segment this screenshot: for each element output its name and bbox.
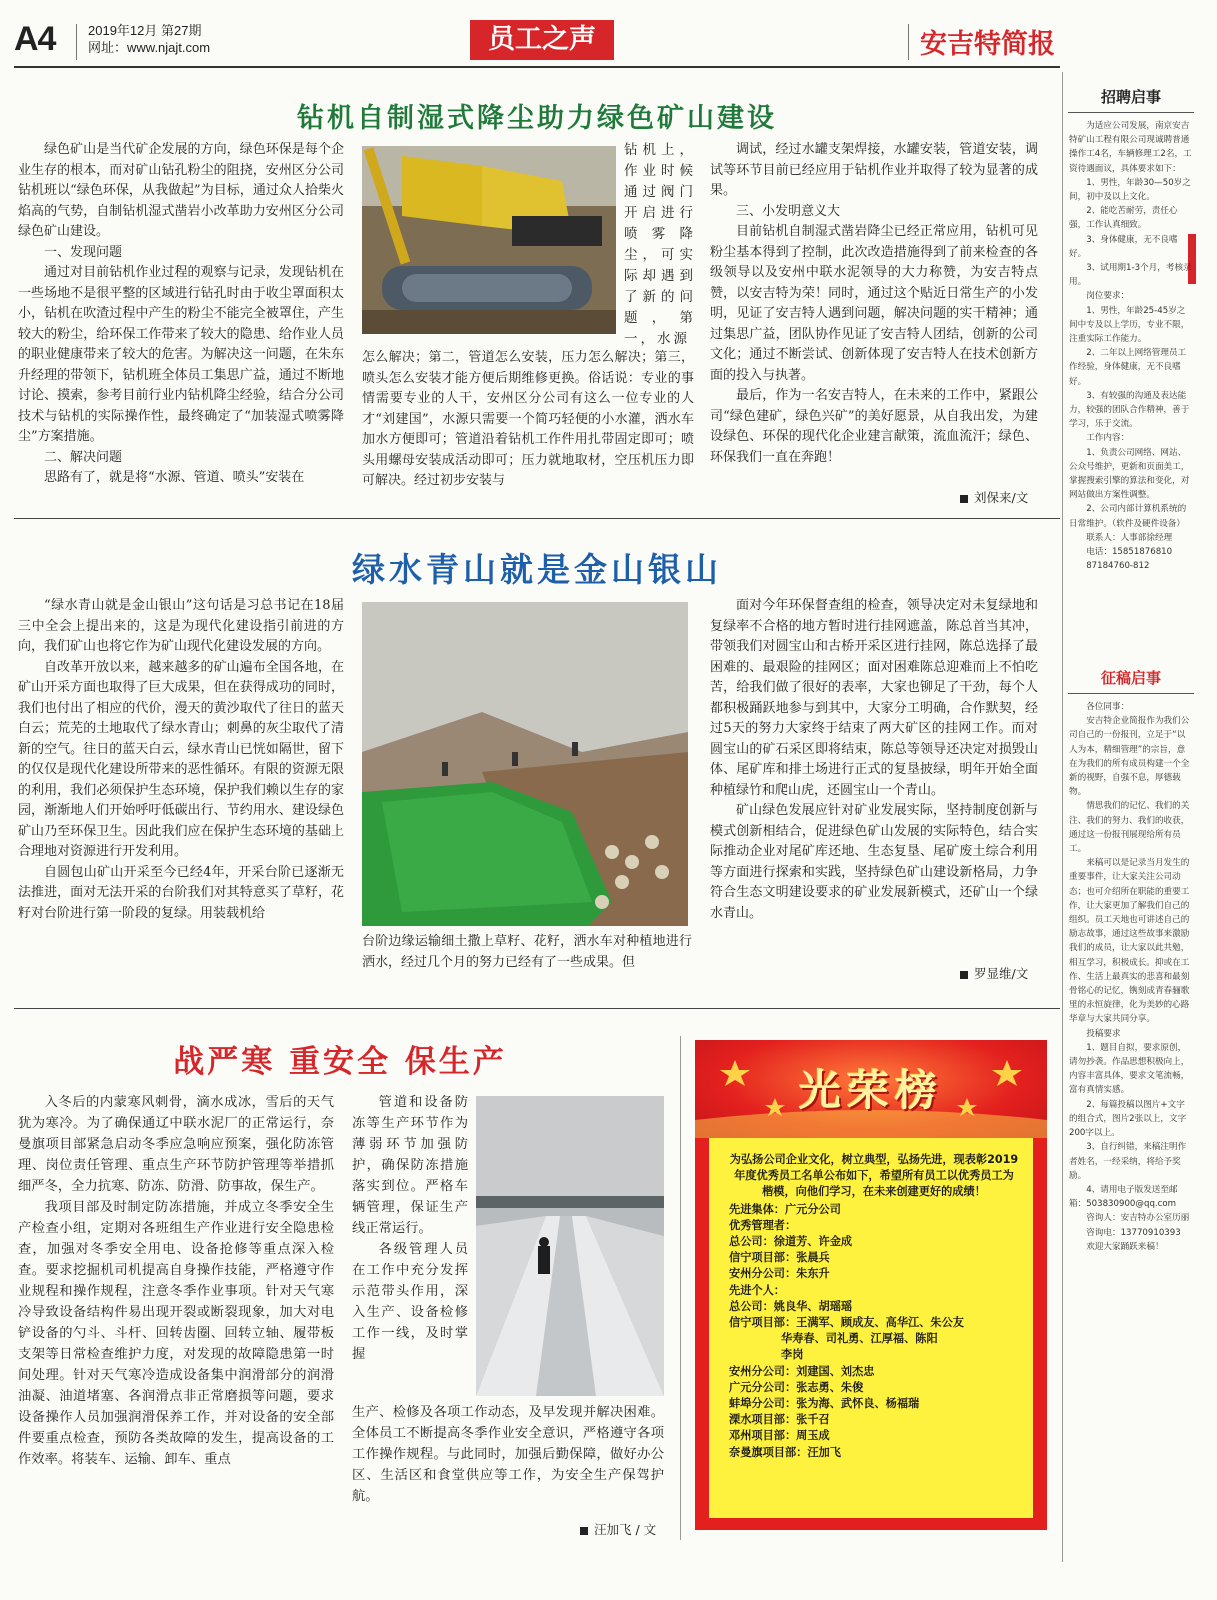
issue-date: 2019年12月 第27期 bbox=[88, 23, 202, 38]
honor-line: 李岗 bbox=[781, 1348, 804, 1362]
paragraph: 2、公司内部计算机系统的日常维护。（软件及硬件设备） bbox=[1069, 504, 1187, 529]
honor-line: 信宁项目部：张晨兵 bbox=[729, 1251, 830, 1265]
paragraph: 二、解决问题 bbox=[44, 449, 123, 465]
recruit-title: 招聘启事 bbox=[1100, 88, 1161, 106]
drill-rig-photo bbox=[362, 146, 616, 334]
byline-square-icon bbox=[960, 971, 968, 979]
section-tab: 员工之声 bbox=[470, 20, 614, 60]
issue-info bbox=[88, 22, 210, 56]
article3-col2-bottom: 生产、检修及各项工作动态，及早发现并解决困难。全体员工不断提高冬季作业安全意识，严格遵守各项工作操作规程。与此同时，加强后勤保障，做好办公区、生活区和食堂供应等工作，为安全生产保驾护航。 bbox=[352, 1405, 664, 1504]
honor-line: 邓州项目部：周玉成 bbox=[729, 1429, 830, 1443]
honor-line: 优秀管理者： bbox=[729, 1218, 797, 1232]
header-divider bbox=[76, 24, 77, 60]
honor-line: 安州分公司：刘建国、刘杰忠 bbox=[729, 1364, 875, 1378]
section-rule-1 bbox=[14, 518, 1060, 519]
paragraph: 各位同事： bbox=[1086, 702, 1130, 712]
honor-title: 光荣榜 bbox=[798, 1066, 943, 1115]
section-rule-2 bbox=[14, 1008, 1060, 1009]
honor-line: 广元分公司：张志勇、朱俊 bbox=[729, 1380, 864, 1394]
paragraph: 安吉特企业简报作为我们公司自己的一份报刊，立足于“以人为本，精细管理”的宗旨，意在为我们的所有成员构建一个全新的视野，自强不息，厚德载物。 bbox=[1069, 716, 1190, 798]
honor-line: 信宁项目部：王满军、顾成友、高华江、朱公友 bbox=[729, 1316, 964, 1330]
article2-col1 bbox=[18, 596, 344, 976]
paragraph: 3、自行纠错，来稿注明作者姓名，一经采纳，将给予奖励。 bbox=[1069, 1142, 1187, 1181]
paragraph: 3、有较强的沟通及表达能力，较强的团队合作精神，善于学习，乐于交流。 bbox=[1069, 390, 1190, 430]
paragraph: 欢迎大家踊跃来稿！ bbox=[1086, 1241, 1164, 1252]
mine-netting-photo bbox=[362, 602, 688, 926]
article1-col3 bbox=[710, 140, 1038, 480]
honor-roll bbox=[695, 1040, 1047, 1530]
paper-name: 安吉特简报 bbox=[920, 29, 1055, 60]
article3-divider bbox=[680, 1036, 681, 1540]
paragraph: 目前钻机自制湿式凿岩降尘已经正常应用，钻机可见粉尘基本得到了控制，此次改造措施得到了前来检查的各级领导以及安州中联水泥领导的大力称赞，为安吉特点赞，以安吉特为荣！同时，通过这个贴近日常生产的小发明，见证了安吉特人遇到问题，解决问题的实干精神；通过集思广益，团队协作见证了安吉特人团结，创新的公司文化；通过不断尝试、创新体现了安吉特人在技术创新方面的投入与执著。 bbox=[710, 224, 1038, 383]
paragraph: “绿水青山就是金山银山”这句话是习总书记在18届三中全会上提出来的，这是为现代化建设指引前进的方向，我们矿山也将它作为矿山现代化建设发展的方向。 bbox=[18, 598, 344, 654]
paragraph: 咨询人：安吉特办公室历丽 bbox=[1086, 1213, 1190, 1224]
honor-intro: 为弘扬公司企业文化，树立典型，弘扬先进，现表彰2019年度优秀员工名单公布如下，希望所有员工以优秀员工为楷模，向他们学习，在未来创建更好的成绩！ bbox=[729, 1153, 1019, 1199]
honor-line: 先进集体：广元分公司 bbox=[729, 1202, 841, 1216]
article2-title: 绿水青山就是金山银山 bbox=[352, 550, 722, 589]
recruit-body bbox=[1066, 119, 1196, 619]
byline-square-icon bbox=[580, 1527, 588, 1535]
paragraph: 绿色矿山是当代矿企发展的方向，绿色环保是每个企业生存的根本，而对矿山钻孔粉尘的阻挠，安州区分公司钻机班以“绿色环保，从我做起”为目标，通过众人拾柴火焰高的气势，自制钻机湿式凿岩小改革助力安州区分公司绿色矿山建设。 bbox=[18, 142, 344, 239]
paragraph: 4、请用电子版发送至邮箱：503830900@qq.com bbox=[1069, 1184, 1178, 1210]
paragraph: 为适应公司发展，南京安吉特矿山工程有限公司现诚聘普通操作工4名，车辆修理工2名，工资待遇面议，具体要求如下： bbox=[1069, 121, 1192, 174]
paragraph: 87184760-812 bbox=[1086, 561, 1150, 572]
paragraph: 最后，作为一名安吉特人，在未来的工作中，紧跟公司“绿色建矿，绿色兴矿”的美好愿景，从自我出发，为建设绿色、环保的现代化企业建言献策，流血流汗；绿色、环保我们一直在奔跑！ bbox=[710, 388, 1038, 465]
paragraph: 2、二年以上网络管理员工作经验，身体健康，无不良嗜好。 bbox=[1069, 348, 1187, 387]
honor-list bbox=[729, 1152, 1019, 1461]
paragraph: 1、男性，年龄25-45岁之间中专及以上学历，专业不限，注重实际工作能力。 bbox=[1069, 305, 1190, 345]
paragraph: 自改革开放以来，越来越多的矿山遍布全国各地，在矿山开采方面也取得了巨大成果，但在获得成功的同时，我们也付出了相应的代价，漫天的黄沙取代了往日的蓝天白云；荒芜的土地取代了绿水青山；刺鼻的灰尘取代了清新的空气。往日的蓝天白云，绿水青山已恍如隔世，留下的仅仅是现代化建设所带来的恶性循环。有限的资源无限的利用，我们必须保护生态环境，保护我们赖以生存的家园，渐渐地人们开始呼吁低碳出行、节约用水、建设绿色矿山乃至环保卫生。因此我们应在保护生态环境的基础上合理地对资源进行开发利用。 bbox=[18, 659, 344, 859]
article1-title: 钻机自制湿式降尘助力绿色矿山建设 bbox=[297, 103, 777, 134]
article2-col2-bottom: 台阶边缘运输细土撒上草籽、花籽，洒水车对种植地进行洒水，经过几个月的努力已经有了一些成果。但 bbox=[362, 934, 692, 970]
article1-col2-narrow: 钻机上，作业时候通过阀门开启进行喷雾降尘，可实际却遇到了新的问题，第一，水源 bbox=[624, 142, 696, 347]
paragraph: 我项目部及时制定防冻措施，并成立冬季安全生产检查小组，定期对各班组生产作业进行安全隐患检查，加强对冬季安全用电、设备抢修等重点深入检查。要求挖掘机司机提高自身操作技能，严格遵守作业规程和操作规程，注意冬季作业事项。针对天气寒冷导致设备结构件易出现开裂或断裂现象，加大对电铲设备的勺斗、斗杆、回转齿圈、回转立轴、履带板支架等日常检查维护力度，对发现的故障隐患第一时间处理。针对天气寒冷造成设备集中润滑部分的润滑油凝、油道堵塞、各润滑点非正常磨损等问题，要求设备操作人员加强润滑保养工作，并对设备的安全部件要重点检查，预防各类故障的发生，提高设备的工作效率。将装车、运输、卸车、重点 bbox=[18, 1200, 334, 1467]
paragraph: 1、男性，年龄30—50岁之间，初中及以上文化。 bbox=[1069, 177, 1191, 203]
honor-line: 总公司：徐道芳、许金成 bbox=[729, 1235, 853, 1249]
paragraph: 岗位要求： bbox=[1086, 291, 1130, 302]
snow-road-photo bbox=[476, 1096, 664, 1396]
paragraph: 三、小发明意义大 bbox=[736, 203, 841, 219]
paragraph: 一、发现问题 bbox=[44, 244, 123, 260]
paragraph: 各级管理人员在工作中充分发挥示范带头作用，深入生产、设备检修工作一线，及时掌握 bbox=[352, 1242, 468, 1362]
paragraph: 管道和设备防冻等生产环节作为薄弱环节加强防护，确保防冻措施落实到位。严格车辆管理，保证生产线正常运行。 bbox=[352, 1095, 468, 1236]
article1-byline: 刘保来/文 bbox=[960, 488, 1028, 506]
article3-title: 战严寒 重安全 保生产 bbox=[173, 1044, 507, 1080]
article2-byline: 罗显维/文 bbox=[960, 964, 1028, 982]
solicit-body bbox=[1066, 700, 1196, 1470]
honor-line: 蚌埠分公司：张为海、武怀良、杨福瑞 bbox=[729, 1397, 920, 1411]
paragraph: 1、题目自拟，要求原创，请勿抄袭。作品思想积极向上，内容丰富具体，要求文笔流畅，富有真情实感。 bbox=[1069, 1042, 1190, 1096]
honor-line: 奈曼旗项目部：汪加飞 bbox=[729, 1445, 841, 1459]
article3-col2-narrow bbox=[352, 1092, 468, 1362]
honor-line: 安州分公司：朱东升 bbox=[729, 1267, 830, 1281]
paragraph: 1、负责公司网络、网站、公众号维护，更新和页面美工，掌握搜索引擎的算法和变化，对网站做出方案性调整。 bbox=[1069, 447, 1190, 501]
paragraph: 入冬后的内蒙寒风刺骨，滴水成冰，雪后的天气犹为寒冷。为了确保通辽中联水泥厂的正常运行，奈曼旗项目部紧急启动冬季应急响应预案，强化防冻管理、岗位责任管理、重点生产环节防护管理等举措抓细严冬，全力抗寒、防冻、防滑、防事故，保生产。 bbox=[18, 1095, 334, 1194]
recruit-rule bbox=[1068, 112, 1194, 113]
paragraph: 3、身体健康，无不良嗜好。 bbox=[1069, 234, 1178, 259]
paragraph: 联系人：人事部徐经理 bbox=[1086, 532, 1173, 543]
honor-line: 先进个人： bbox=[729, 1283, 785, 1297]
paragraph: 面对今年环保督查组的检查，领导决定对未复绿地和复绿率不合格的地方暂时进行挂网遮盖，陈总首当其冲，带领我们对圆宝山和古桥开采区进行挂网，陈总选择了最困难的、最艰险的挂网区；面对困难陈总迎难而上不怕吃苦，给我们做了很好的表率，大家也铆足了干劲，每个人都积极踊跃地参与到其中，大家分工明确，合作默契，经过5天的努力大家终于结束了两大矿区的挂网工作。而对圆宝山的矿石采区即将结束，陈总等领导还决定对损毁山体、尾矿库和排土场进行正式的复垦披绿，明年开始全面种植绿竹和爬山虎，还圆宝山一个青山。 bbox=[710, 598, 1038, 798]
header-divider-right bbox=[908, 24, 909, 60]
page-number: A4 bbox=[14, 20, 56, 58]
article2-col3 bbox=[710, 596, 1038, 956]
article1-col2-bottom: 怎么解决；第二，管道怎么安装，压力怎么解决；第三，喷头怎么安装才能方便后期维修更换。俗话说：专业的事情需要专业的人干，安州区分公司有这么一位专业的人才“刘建国”，水源只需要一个简巧轻便的小水灌，洒水车加水方便即可；管道沿着钻机工作件用扎带固定即可；喷头用螺母安装成活动即可；压力就地取材，空压机压力即可解决。经过初步安装与 bbox=[362, 350, 694, 488]
article3-byline: 汪加飞 / 文 bbox=[580, 1520, 656, 1538]
honor-line: 华寿春、司礼勇、江厚福、陈阳 bbox=[781, 1332, 938, 1346]
solicit-title: 征稿启事 bbox=[1100, 669, 1161, 687]
paragraph: 投稿要求 bbox=[1086, 1028, 1121, 1039]
article3-col1 bbox=[18, 1092, 334, 1540]
paragraph: 电话：15851876810 bbox=[1086, 547, 1173, 558]
honor-line: 溧水项目部：张千召 bbox=[729, 1413, 830, 1427]
paragraph: 调试，经过水罐支架焊接，水罐安装，管道安装，调试等环节目前已经应用于钻机作业并取得了较为显著的成果。 bbox=[710, 142, 1038, 198]
solicit-rule bbox=[1068, 693, 1194, 694]
paragraph: 2、每篇投稿以图片+文字的组合式，图片2张以上，文字200字以上。 bbox=[1069, 1099, 1187, 1139]
paragraph: 3、试用期1-3个月，考核录用。 bbox=[1069, 263, 1192, 288]
paragraph: 思路有了，就是将“水源、管道、喷头”安装在 bbox=[44, 470, 305, 485]
header-rule bbox=[14, 66, 1060, 68]
paragraph: 来稿可以是记录当月发生的重要事件，让大家关注公司动态；也可介绍所在职能的重要工作，让大家更加了解我们自己的组织。员工天地也可讲述自己的励志故事，通过这些故事来激励我们的成员，让大家以此共勉，相互学习，积极成长。抑或在工作、生活上最真实的悲喜和最刻骨铭心的记忆，镌刻成青春骊歌里的永恒旋律，化为美妙的心路华章与大家共同分享。 bbox=[1069, 858, 1190, 1025]
website-link[interactable]: 网址：www.njajt.com bbox=[88, 40, 211, 55]
paragraph: 矿山绿色发展应针对矿业发展实际，坚持制度创新与模式创新相结合，促进绿色矿山发展的实际特色，结合实际推动企业对尾矿库还地、生态复垦、尾矿废土综合利用等方面进行探索和实践，坚持绿色矿山建设新格局，力争符合生态文明建设要求的矿业发展新模式，还矿山一个绿水青山。 bbox=[710, 803, 1038, 921]
honor-list-panel bbox=[709, 1138, 1033, 1518]
paragraph: 情思我们的记忆、我们的关注、我们的努力、我们的收获，通过这一份报刊展现给所有员工。 bbox=[1069, 801, 1190, 855]
sidebar bbox=[1066, 80, 1196, 1560]
sidebar-divider bbox=[1062, 72, 1063, 1562]
article1-col1 bbox=[18, 140, 344, 502]
byline-square-icon bbox=[960, 495, 968, 503]
honor-line: 总公司：姚良华、胡瑶瑶 bbox=[729, 1299, 853, 1313]
paragraph: 咨询电：13770910393 bbox=[1086, 1227, 1181, 1238]
paragraph: 自圆包山矿山开采至今已经4年，开采台阶已逐渐无法推进，面对无法开采的台阶我们对其特意买了草籽，花籽对台阶进行第一阶段的复绿。用装载机给 bbox=[18, 864, 344, 921]
paragraph: 2、能吃苦耐劳，责任心强，工作认真细致。 bbox=[1069, 206, 1178, 231]
paragraph: 通过对目前钻机作业过程的观察与记录，发现钻机在一些场地不是很平整的区域进行钻孔时由于收尘罩面积太小，钻机在吹渣过程中产生的粉尘不能完全被罩住，产生较大的粉尘，给环保工作带来了较大的隐患、给作业人员的职业健康带来了较大的危害。为解决这一问题，在朱东升经理的带领下，钻机班全体员工集思广益，通过不断地讨论、摸索，参考目前行业内钻机降尘经验，结合分公司技术与钻机的实际操作性，最终确定了“加装湿式喷雾降尘”方案措施。 bbox=[18, 265, 344, 444]
paragraph: 工作内容： bbox=[1086, 433, 1130, 444]
